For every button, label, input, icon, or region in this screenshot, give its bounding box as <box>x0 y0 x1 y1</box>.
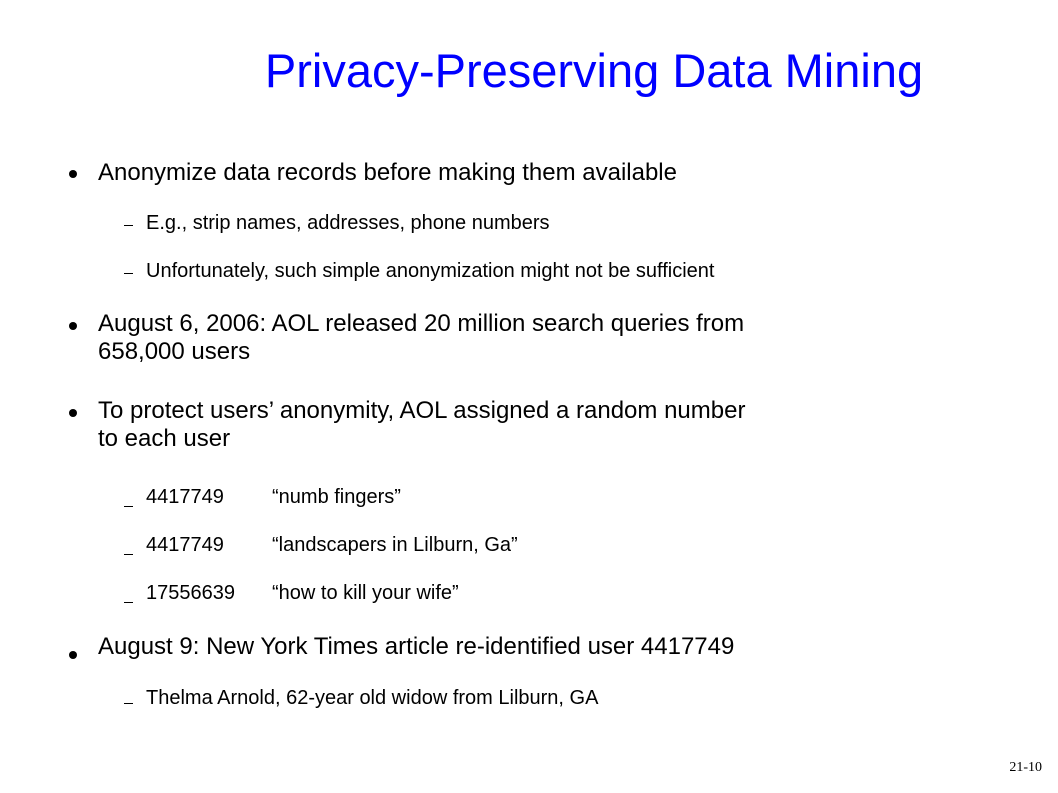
bullet-random-number-line1: To protect users’ anonymity, AOL assigned a random number <box>98 397 746 424</box>
bullet-dot-icon <box>69 322 77 330</box>
dash-bullet-icon <box>124 703 133 704</box>
query-row <box>146 581 459 605</box>
query-user-id: 4417749 <box>146 486 224 508</box>
bullet-dot-icon <box>69 170 77 178</box>
bullet-aol-release-line1: August 6, 2006: AOL released 20 million search queries from <box>98 310 745 337</box>
query-text: “landscapers in Lilburn, Ga” <box>272 534 518 556</box>
slide-number: 21-10 <box>1009 760 1042 775</box>
dash-bullet-icon <box>124 225 133 226</box>
sub-bullet-strip: E.g., strip names, addresses, phone numbers <box>146 212 550 234</box>
bullet-aol-release <box>98 310 998 366</box>
bullet-random-number-line2: to each user <box>98 425 231 452</box>
dash-bullet-icon <box>124 506 133 507</box>
bullet-anonymize: Anonymize data records before making them available <box>98 159 677 186</box>
dash-bullet-icon <box>124 273 133 274</box>
bullet-nyt: August 9: New York Times article re-identified user 4417749 <box>98 633 735 660</box>
bullet-dot-icon <box>69 651 77 659</box>
query-user-id: 17556639 <box>146 582 235 604</box>
bullet-dot-icon <box>69 409 77 417</box>
sub-bullet-insufficient: Unfortunately, such simple anonymization might not be sufficient <box>146 260 715 282</box>
query-row <box>146 485 401 509</box>
query-user-id: 4417749 <box>146 534 224 556</box>
query-text: “how to kill your wife” <box>272 582 459 604</box>
sub-bullet-thelma: Thelma Arnold, 62-year old widow from Lilburn, GA <box>146 687 599 709</box>
query-text: “numb fingers” <box>272 486 401 508</box>
slide-title: Privacy-Preserving Data Mining <box>264 44 924 97</box>
dash-bullet-icon <box>124 602 133 603</box>
dash-bullet-icon <box>124 554 133 555</box>
bullet-aol-release-line2: 658,000 users <box>98 338 251 365</box>
bullet-random-number <box>98 397 998 453</box>
query-row <box>146 533 518 557</box>
